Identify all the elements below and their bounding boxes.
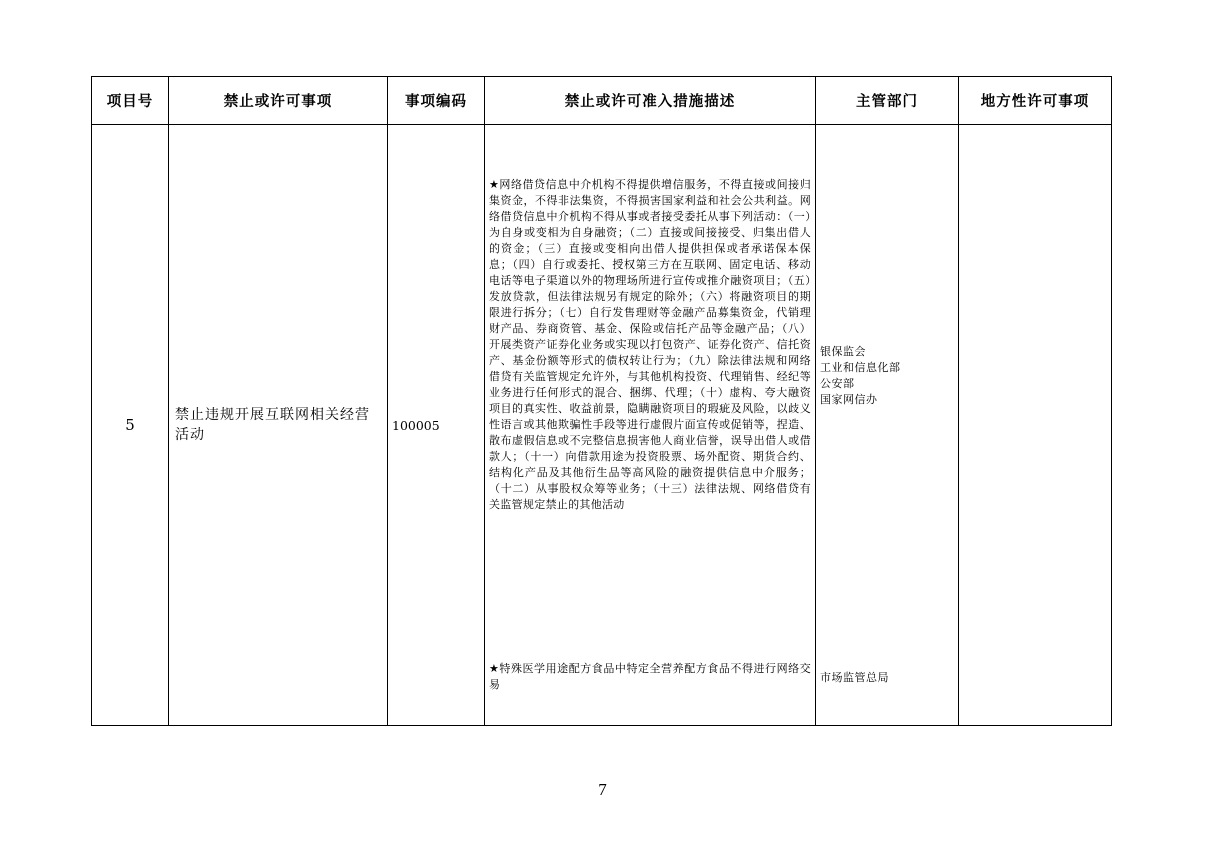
department-name: 公安部 bbox=[820, 377, 855, 391]
department-name: 工业和信息化部 bbox=[820, 361, 901, 375]
cell-item-number: 5 bbox=[92, 125, 169, 726]
cell-description bbox=[485, 125, 816, 726]
header-item-name: 禁止或许可事项 bbox=[169, 77, 388, 125]
header-item-code: 事项编码 bbox=[388, 77, 485, 125]
department-list-1 bbox=[820, 344, 956, 408]
header-item-number: 项目号 bbox=[92, 77, 169, 125]
header-department: 主管部门 bbox=[816, 77, 959, 125]
table-header-row bbox=[92, 77, 1112, 125]
header-description: 禁止或许可准入措施描述 bbox=[485, 77, 816, 125]
permission-table bbox=[91, 76, 1112, 726]
cell-local-permission bbox=[959, 125, 1112, 726]
cell-department bbox=[816, 125, 959, 726]
header-local-permission: 地方性许可事项 bbox=[959, 77, 1112, 125]
description-measure-2: ★特殊医学用途配方食品中特定全营养配方食品不得进行网络交易 bbox=[489, 662, 811, 692]
department-list-2: 市场监管总局 bbox=[820, 671, 889, 685]
page-number: 7 bbox=[598, 780, 607, 799]
department-name: 国家网信办 bbox=[820, 393, 878, 407]
department-name: 银保监会 bbox=[820, 345, 866, 359]
description-measure-1: ★网络借贷信息中介机构不得提供增信服务，不得直接或间接归集资金，不得非法集资，不得损害国家利益和社会公共利益。网络借贷信息中介机构不得从事或者接受委托从事下列活动：（一）为自身或变相为自身融资；（二）直接或间接接受、归集出借人的资金；（三）直接或变相向出借人提供担保或者承诺保本保息；（四）自行或委托、授权第三方在互联网、固定电话、移动电话等电子渠道以外的物理场所进行宣传或推介融资项目；（五）发放贷款，但法律法规另有规定的除外；（六）将融资项目的期限进行拆分；（七）自行发售理财等金融产品募集资金，代销理财产品、券商资管、基金、保险或信托产品等金融产品；（八）开展类资产证券化业务或实现以打包资产、证券化资产、信托资产、基金份额等形式的债权转让行为；（九）除法律法规和网络借贷有关监管规定允许外，与其他机构投资、代理销售、经纪等业务进行任何形式的混合、捆绑、代理；（十）虚构、夸大融资项目的真实性、收益前景，隐瞒融资项目的瑕疵及风险，以歧义性语言或其他欺骗性手段等进行虚假片面宣传或促销等，捏造、散布虚假信息或不完整信息损害他人商业信誉，误导出借人或借款人；（十一）向借款用途为投资股票、场外配资、期货合约、结构化产品及其他衍生品等高风险的融资提供信息中介服务；（十二）从事股权众筹等业务；（十三）法律法规、网络借贷有关监管规定禁止的其他活动 bbox=[489, 178, 811, 512]
cell-item-code: 100005 bbox=[388, 125, 485, 726]
table-row bbox=[92, 125, 1112, 726]
cell-item-name: 禁止违规开展互联网相关经营活动 bbox=[169, 125, 388, 726]
